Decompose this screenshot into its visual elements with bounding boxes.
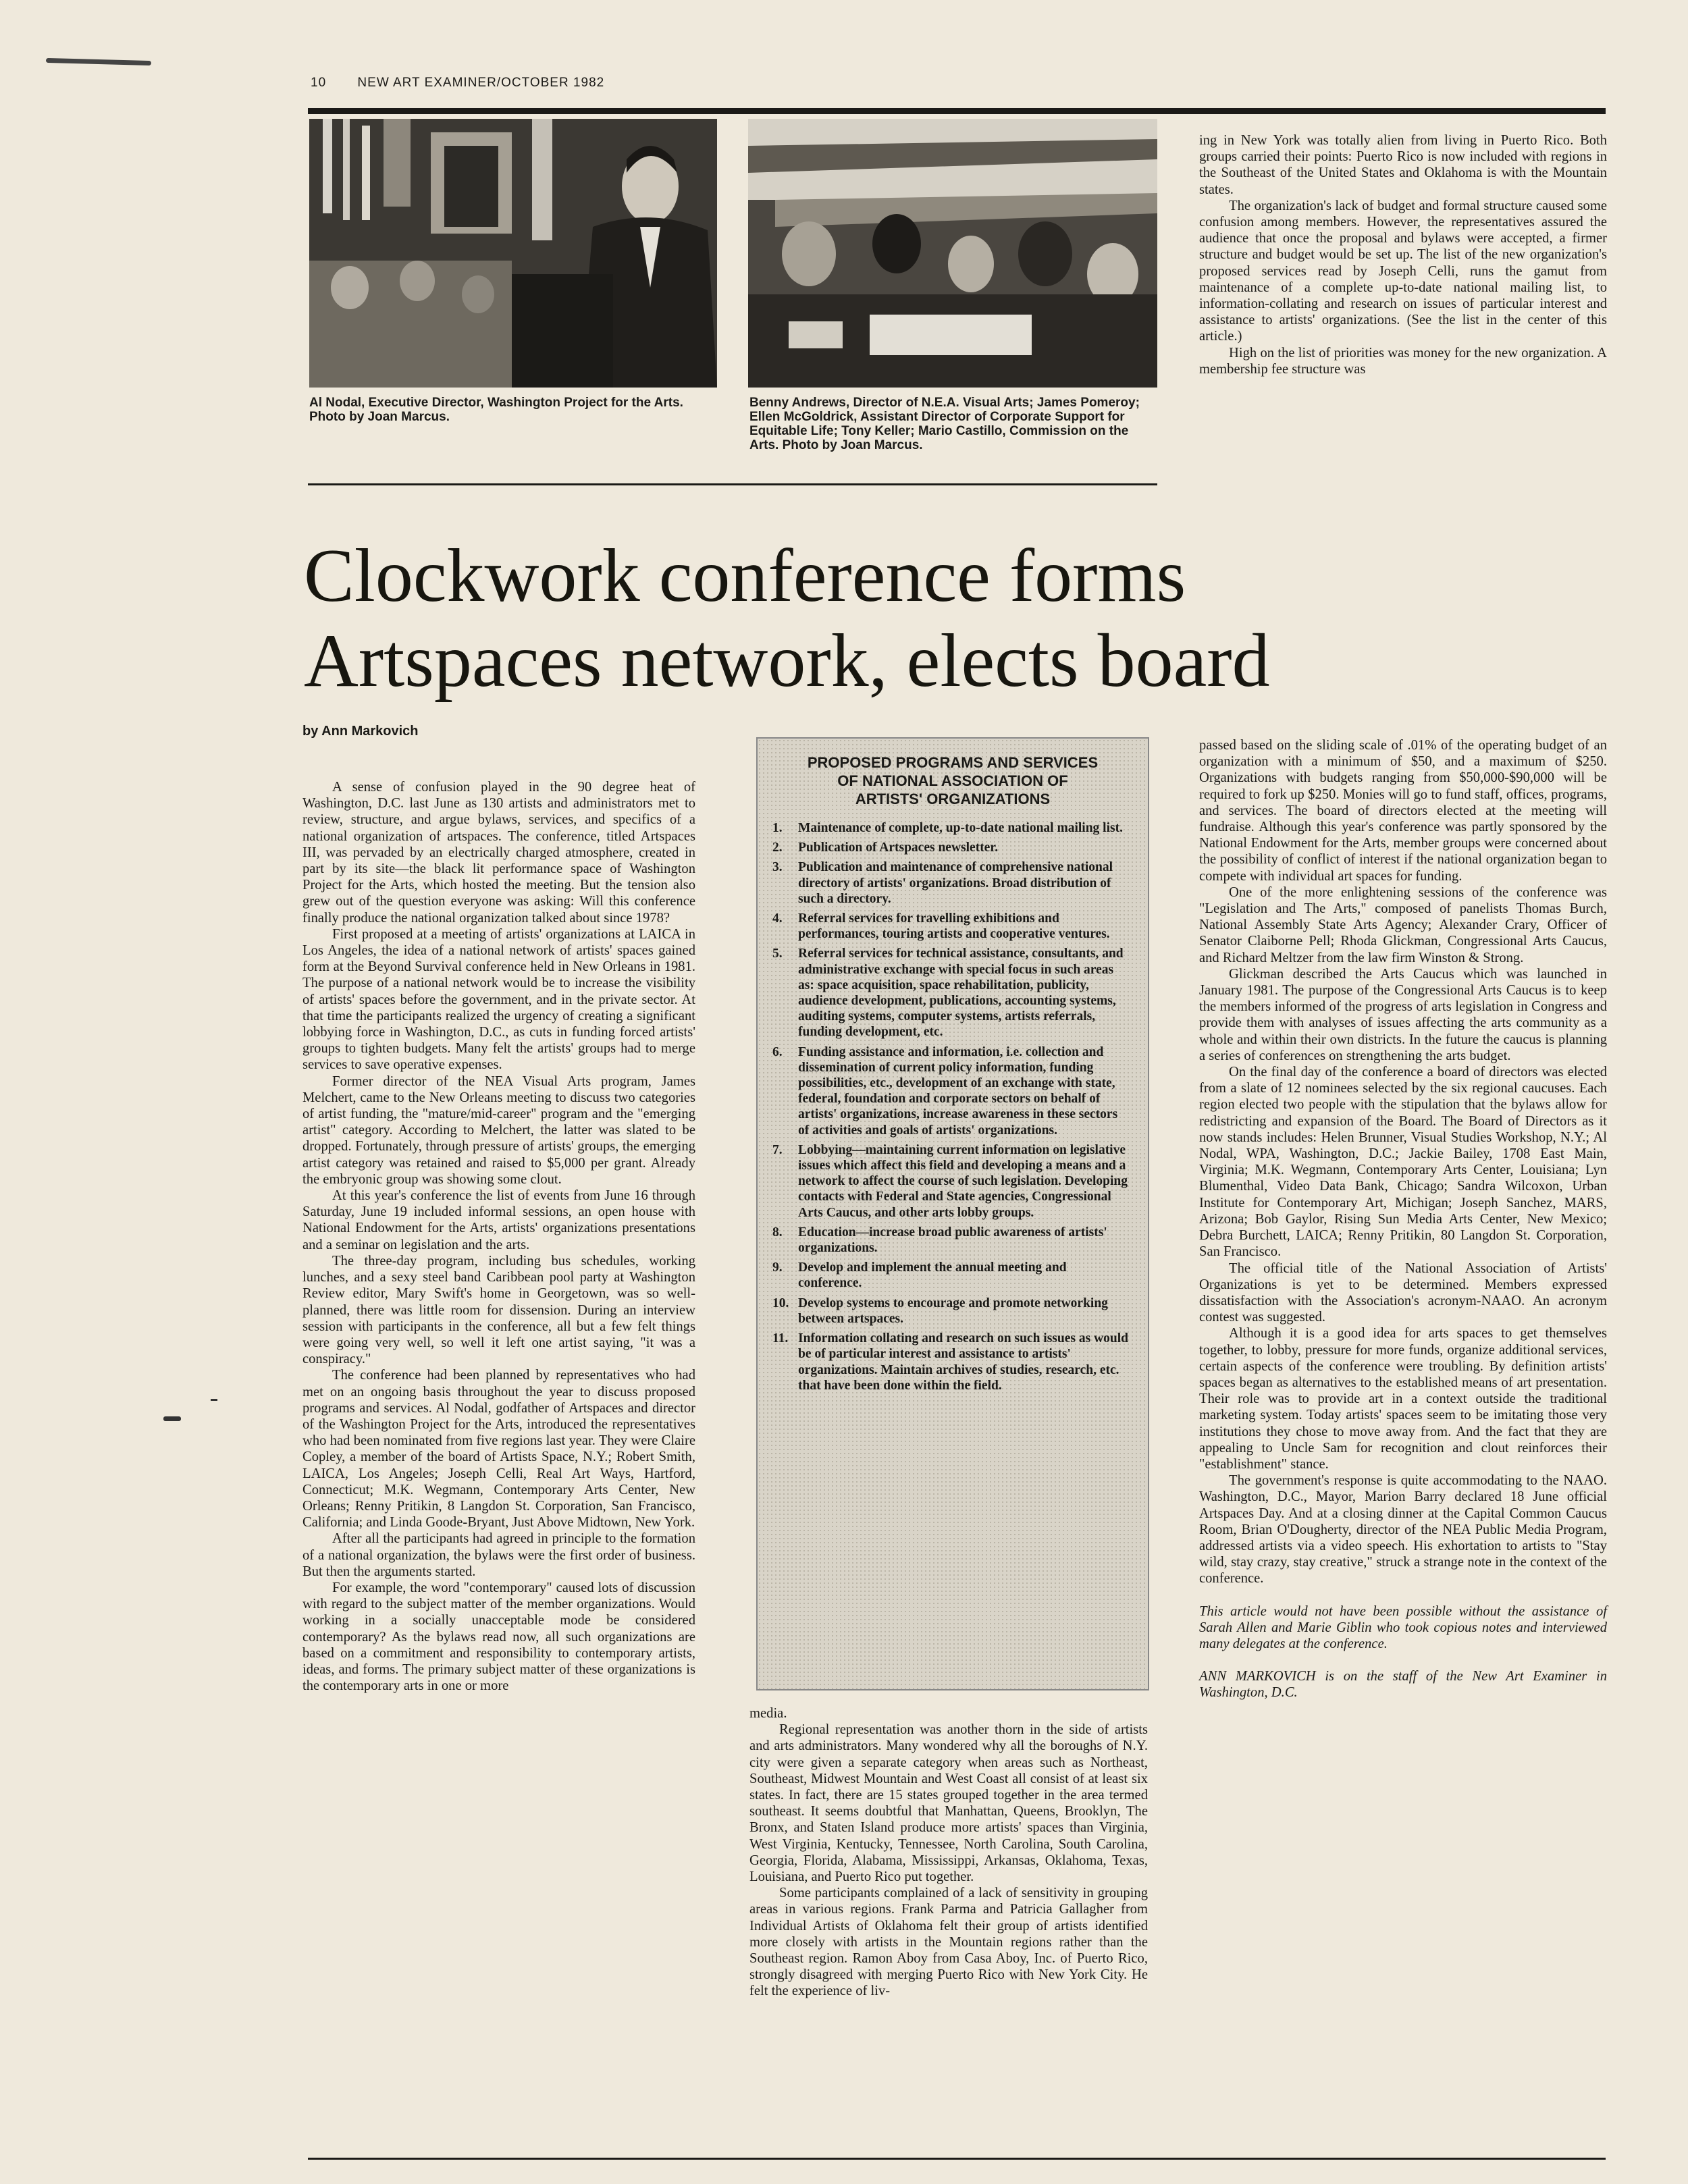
article-column-1 xyxy=(302,779,695,1694)
sidebar-title xyxy=(758,753,1148,808)
item-text: Information collating and research on such issues as would be of particular interest and assistance to artists' organizations. Maintain archives of studies, research, etc. that have been done within the field. xyxy=(798,1331,1129,1393)
paragraph: passed based on the sliding scale of .01% of the operating budget of an organization with a minimum of $50, and a maximum of $250. Organizations with budgets ranging from $50,000-$90,000 will be required to fork up $250. Monies will go to fund staff, offices, programs, and services. The board of directors elected at the meeting will fundraise. Although this year's conference was partly sponsored by the National Endowment for the Arts, member groups were concerned about the possibility of conflict of interest if the national organization began to compete with individual art spaces for funding. xyxy=(1199,738,1607,884)
paragraph: media. xyxy=(749,1706,787,1721)
item-number: 8. xyxy=(772,1225,783,1240)
item-number: 11. xyxy=(772,1331,789,1346)
paragraph: At this year's conference the list of events from June 16 through Saturday, June 19 included informal sessions, an open house with National Endowment for the Arts, artists' organizations presentations and a seminar on legislation and the arts. xyxy=(302,1188,695,1252)
publication-title: NEW ART EXAMINER/OCTOBER 1982 xyxy=(357,76,605,90)
photo-caption-right: Benny Andrews, Director of N.E.A. Visual Arts; James Pomeroy; Ellen McGoldrick, Assistant Director of Corporate Support for Equitable Life; Tony Keller; Mario Castillo, Commission on the Arts. Photo by Joan Marcus. xyxy=(749,396,1140,452)
margin-mark xyxy=(163,1416,181,1421)
paragraph: One of the more enlightening sessions of the conference was "Legislation and The Arts," composed of panelists Thomas Burch, National Assembly State Arts Agency; Alexander Crary, Officer of Senator Claiborne Pell; Rhoda Glickman, Congressional Arts Caucus, and Richard Meltzer from the law firm Winston & Strong. xyxy=(1199,884,1607,965)
paragraph: The three-day program, including bus schedules, working lunches, and a sexy steel band Caribbean pool party at Washington Review editor, Mary Swift's home in Georgetown, was so well-planned, there was little room for dissension. During an interview session with participants in the conference, all but a few felt things were going very well, so well it left one artist saying, "it was a conspiracy." xyxy=(302,1253,695,1367)
sidebar-title-line: ARTISTS' ORGANIZATIONS xyxy=(855,791,1051,807)
item-text: Referral services for travelling exhibitions and performances, touring artists and cooperative ventures. xyxy=(798,911,1110,942)
paragraph: The conference had been planned by representatives who had met on an ongoing basis throughout the year to discuss proposed programs and services. Al Nodal, godfather of Artspaces and director of the Washington Project for the Arts, introduced the representatives who had been nominated from five regions last year. They were Claire Copley, a member of the board of Artists Space, N.Y.; Robert Smith, LAICA, Los Angeles; Joseph Celli, Real Art Ways, Hartford, Connecticut; M.K. Wegmann, Contemporary Arts Center, New Orleans; Renny Pritikin, 8 Langdon St. Corporation, San Francisco, California; and Linda Goode-Bryant, Just Above Midtown, New York. xyxy=(302,1368,695,1530)
item-text: Develop and implement the annual meeting and conference. xyxy=(798,1260,1067,1291)
sidebar-title-line: PROPOSED PROGRAMS AND SERVICES xyxy=(807,754,1099,771)
paragraph: Regional representation was another thorn in the side of artists and arts administrators. Many wondered why all the boroughs of N.Y. city were given a separate category when areas such as Northeast, Southeast, Midwest Mountain and West Coast all consist of at least six states. In fact, there are 15 states grouped together in the area termed southeast. It seems doubtful that Manhattan, Queens, Brooklyn, The Bronx, and Staten Island produce more artists' spaces than Virginia, West Virginia, Kentucky, Tennessee, North Carolina, South Carolina, Georgia, Florida, Alabama, Mississippi, Arkansas, Oklahoma, Texas, Louisiana, and Puerto Rico put together. xyxy=(749,1722,1148,1885)
list-item xyxy=(772,820,1132,836)
bottom-rule xyxy=(308,2158,1606,2160)
paragraph: ing in New York was totally alien from living in Puerto Rico. Both groups carried their points: Puerto Rico is now included with regions in the Southeast of the United States and Oklahoma is with the Mountain states. xyxy=(1199,133,1607,197)
top-right-column xyxy=(1199,132,1607,377)
item-number: 6. xyxy=(772,1044,783,1059)
paragraph: High on the list of priorities was money for the new organization. A membership fee structure was xyxy=(1199,345,1607,377)
section-rule xyxy=(308,483,1157,485)
item-text: Publication and maintenance of comprehensive national directory of artists' organizations. Broad distribution of such a directory. xyxy=(798,860,1113,906)
headline-line-1: Clockwork conference forms xyxy=(304,534,1186,618)
sidebar-title-line: OF NATIONAL ASSOCIATION OF xyxy=(837,772,1068,789)
list-item xyxy=(772,911,1132,942)
paragraph: After all the participants had agreed in principle to the formation of a national organization, the bylaws were the first order of business. But then the arguments started. xyxy=(302,1531,695,1579)
paragraph: Former director of the NEA Visual Arts program, James Melchert, came to the New Orleans meeting to discuss two categories of artist funding, the "mature/mid-career" program and the "emerging artist" category. According to Melchert, the latter was slated to be dropped. Fortunately, through pressure of artists' groups, the emerging artist category was retained and raised to $5,000 per grant. Already the embryonic group was showing some clout. xyxy=(302,1073,695,1187)
item-number: 3. xyxy=(772,860,783,875)
headline xyxy=(304,533,1270,703)
paragraph: A sense of confusion played in the 90 degree heat of Washington, D.C. last June as 130 artists and administrators met to review, structure, and argue bylaws, services, and specifics of a national organization of artspaces. The conference, titled Artspaces III, was pervaded by an electrically charged atmosphere, created in part by its site—the black lit performance space of Washington Project for the Arts, which hosted the meeting. But the tension also grew out of the question everyone was asking: Will this conference finally produce the national organization talked about since 1978? xyxy=(302,780,695,926)
photo-al-nodal xyxy=(309,119,717,388)
services-list xyxy=(758,820,1148,1393)
list-item xyxy=(772,1044,1132,1138)
list-item xyxy=(772,1260,1132,1291)
paragraph: Some participants complained of a lack of sensitivity in grouping areas in various regions. Frank Parma and Patricia Gallagher from Individual Artists of Oklahoma felt their group of artists identified more closely with artists in the Mountain regions rather than the Southeast region. Ramon Aboy from Casa Aboy, Inc. of Puerto Rico, strongly disagreed with merging Puerto Rico with New York City. He felt the experience of liv- xyxy=(749,1886,1148,1999)
item-text: Funding assistance and information, i.e. collection and dissemination of current policy information, funding possibilities, etc., development of an exchange with state, federal, foundation and corporate sectors on behalf of artists' organizations, increase awareness in these sectors of activities and goals of artists' organizations. xyxy=(798,1044,1118,1138)
item-text: Maintenance of complete, up-to-date national mailing list. xyxy=(798,821,1123,835)
item-number: 5. xyxy=(772,947,783,961)
proposed-programs-sidebar xyxy=(756,737,1149,1690)
item-number: 4. xyxy=(772,911,783,926)
paragraph: First proposed at a meeting of artists' organizations at LAICA in Los Angeles, the idea of a national network of artists' spaces gained form at the Beyond Survival conference held in New Orleans in 1981. The purpose of a national network would be to increase the visibility of artists' spaces before the government, and in the private sector. At that time the participants realized the urgency of creating a significant lobbying force in Washington, D.C., as cuts in funding forced artists' groups to tighten budgets. Many felt the artists' groups had to merge services to save operative expenses. xyxy=(302,926,695,1073)
item-text: Referral services for technical assistance, consultants, and administrative exchange with special focus in such areas as: space acquisition, space rehabilitation, publicity, audience development, publications, accounting systems, auditing systems, computer systems, artists referrals, funding development, etc. xyxy=(798,947,1124,1040)
byline: by Ann Markovich xyxy=(302,724,419,739)
list-item xyxy=(772,1142,1132,1221)
list-item xyxy=(772,840,1132,855)
paragraph: The organization's lack of budget and formal structure caused some confusion among members. However, the representatives assured the audience that once the proposal and bylaws were accepted, a firmer structure and budget would be set up. The list of the new organization's proposed services read by Joseph Celli, runs the gamut from maintenance of a complete up-to-date national mailing list, to information-collating and research on issues of particular interest and assistance to artists' organizations. (See the list in the center of this article.) xyxy=(1199,198,1607,344)
item-text: Develop systems to encourage and promote networking between artspaces. xyxy=(798,1296,1108,1326)
running-header xyxy=(311,76,604,90)
paragraph: Although it is a good idea for arts spaces to get themselves together, to lobby, pressure for more funds, organize additional services, certain aspects of the conference were troubling. By definition artists' spaces began as alternatives to the established means of art presentation. Their role was to provide art in a context outside the traditional marketing system. Today artists' spaces seem to be imitating those very institutions they chose to move away from. And the fact that they are appealing to Uncle Sam for recognition and clout reinforces their "establishment" stance. xyxy=(1199,1326,1607,1472)
article-column-2 xyxy=(749,1705,1148,2000)
item-number: 10. xyxy=(772,1296,789,1310)
photo-panel xyxy=(748,119,1157,388)
paragraph: The official title of the National Association of Artists' Organizations is yet to be determined. Members expressed dissatisfaction with the Association's acronym-NAAO. An acronym contest was suggested. xyxy=(1199,1260,1607,1325)
item-text: Education—increase broad public awareness of artists' organizations. xyxy=(798,1225,1107,1256)
article-column-3 xyxy=(1199,737,1607,1701)
list-item xyxy=(772,946,1132,1040)
list-item xyxy=(772,1331,1132,1393)
paragraph: On the final day of the conference a board of directors was elected from a slate of 12 nominees selected by the six regional caucuses. Each region elected two people with the stipulation that the bylaws allow for redistricting and expansion of the Board. The Board of Directors as it now stands includes: Helen Brunner, Visual Studies Workshop, N.Y.; Al Nodal, WPA, Washington, D.C.; Jackie Bailey, 1708 East Main, Virginia; M.K. Wegmann, Contemporary Arts Center, Louisiana; Lyn Blumenthal, Video Data Bank, Chicago; Sandra Wilcoxon, Urban Institute for Contemporary Art, Michigan; Joseph Sanchez, MARS, Arizona; Bob Gaylor, Rising Sun Media Arts Center, New Mexico; Debra Burchett, LAICA; Renny Pritikin, 80 Langdon St. Corporation, San Francisco. xyxy=(1199,1065,1607,1260)
margin-mark xyxy=(211,1399,217,1401)
list-item xyxy=(772,1225,1132,1256)
paragraph: Glickman described the Arts Caucus which was launched in January 1981. The purpose of the Congressional Arts Caucus is to keep the members informed of the progress of arts legislation in Congress and provide them with analyses of issues affecting the arts community as a whole and within their own districts. In the future the caucus is planning a series of conferences on strengthening the arts budget. xyxy=(1199,966,1607,1063)
headline-line-2: Artspaces network, elects board xyxy=(304,619,1270,703)
item-number: 7. xyxy=(772,1142,783,1157)
paragraph: For example, the word "contemporary" caused lots of discussion with regard to the subject matter of the member organizations. Would working in a socially unacceptable mode be considered contemporary? As the bylaws read now, all such organizations are based on a commitment and responsibility to contemporary artists, ideas, and forms. The primary subject matter of these organizations is the contemporary arts in one or more xyxy=(302,1580,695,1694)
item-number: 2. xyxy=(772,841,783,855)
item-number: 9. xyxy=(772,1260,783,1275)
acknowledgement: This article would not have been possible without the assistance of Sarah Allen and Marie Giblin who took copious notes and interviewed many delegates at the conference. xyxy=(1199,1603,1607,1651)
page-number: 10 xyxy=(311,76,327,90)
list-item xyxy=(772,1296,1132,1327)
ink-mark xyxy=(46,58,151,65)
item-text: Lobbying—maintaining current information on legislative issues which affect this field and developing a means and a network to affect the course of such legislation. Developing contacts with Federal and State agencies, Congressional Arts Caucus, and other arts lobby groups. xyxy=(798,1142,1128,1220)
item-number: 1. xyxy=(772,821,783,835)
item-text: Publication of Artspaces newsletter. xyxy=(798,841,999,855)
photo-caption-left: Al Nodal, Executive Director, Washington Project for the Arts. Photo by Joan Marcus. xyxy=(309,396,683,424)
list-item xyxy=(772,859,1132,907)
paragraph: The government's response is quite accommodating to the NAAO. Washington, D.C., Mayor, Marion Barry declared 18 June official Artspaces Day. And at a closing dinner at the Capital Common Caucus Room, Brian O'Dougherty, director of the NEA Public Media Program, addressed artists via a video speech. His exhortation to artists to "Stay wild, stay crazy, stay creative," struck a strange note in the context of the conference. xyxy=(1199,1473,1607,1587)
author-note: ANN MARKOVICH is on the staff of the New Art Examiner in Washington, D.C. xyxy=(1199,1669,1607,1701)
top-rule xyxy=(308,108,1606,114)
